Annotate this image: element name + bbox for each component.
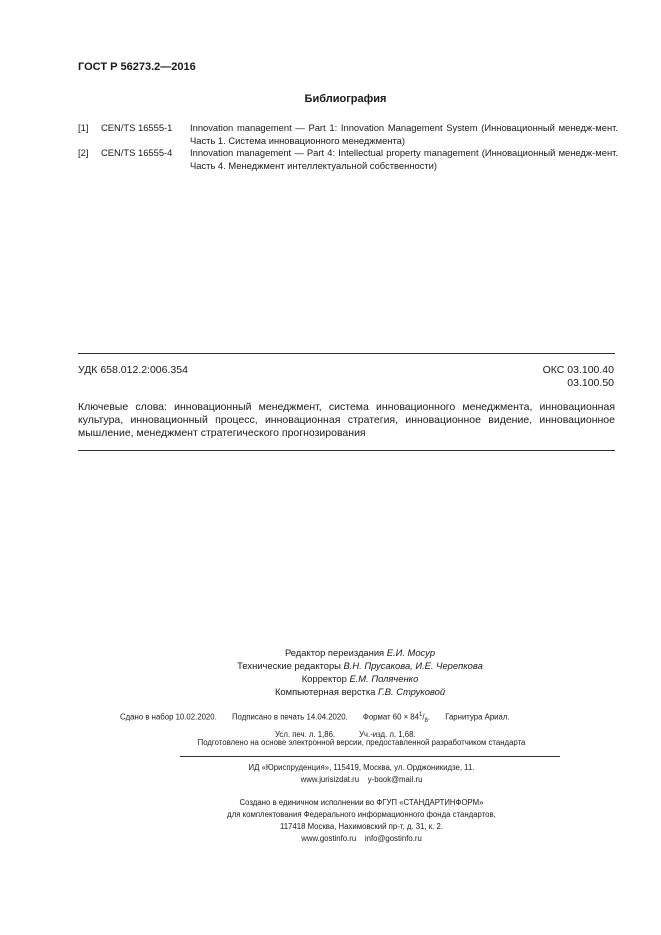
printer-line: Создано в единичном исполнении во ФГУП «СТАНДАРТИНФОРМ»	[239, 798, 484, 807]
publisher-line: www.jurisizdat.ru y-book@mail.ru	[300, 775, 423, 784]
bibliography-title: Библиография	[304, 93, 387, 105]
prepared-note: Подготовлено на основе электронной версии, предоставленной разработчиком стандарта	[197, 738, 526, 747]
print-row: Сдано в набор 10.02.2020. Подписано в печать 14.04.2020. Формат $60 \times 84^1/_8$. Гарнитура Ариал.	[120, 712, 510, 725]
keywords: Ключевые слова: инновационный менеджмент, система инновационного менеджмента, инновационная культура, инновационный процесс, инновационная стратегия, инновационное видение, инновационное мышление, менеджмент стратегического прогнозирования	[78, 401, 615, 440]
publisher-line: ИД «Юриспруденция», 115419, Москва, ул. Орджоникидзе, 11.	[248, 763, 475, 772]
staff-line: Компьютерная верстка Г.В. Струковой	[274, 686, 446, 697]
printer-line: 117418 Москва, Нахимовский пр-т, д. 31, к. 2.	[279, 822, 444, 831]
divider-top	[78, 353, 615, 354]
printer-line: для комплектования Федерального информационного фонда стандартов,	[227, 810, 496, 819]
entry-code: CEN/TS 16555-4	[101, 147, 173, 158]
oks-line: ОКС 03.100.40	[542, 364, 614, 376]
publisher-info	[78, 762, 615, 786]
entry-number: [2]	[78, 147, 89, 158]
entry-text: Innovation management — Part 1: Innovation Management System (Инновационный менедж-мент. Часть 1. Система инновационного менеджмента)	[190, 122, 618, 146]
staff-line: Редактор переиздания Е.И. Мосур	[284, 647, 436, 658]
entry-text: Innovation management — Part 4: Intellectual property management (Инновационный менедж-мент. Часть 4. Менеджмент интеллектуальной собственности)	[190, 147, 618, 171]
staff-line: Технические редакторы В.Н. Прусакова, И.Е. Черепкова	[237, 660, 483, 671]
staff-line: Корректор Е.М. Поляченко	[301, 673, 419, 684]
standard-code: ГОСТ Р 56273.2—2016	[78, 61, 196, 73]
printer-info	[78, 797, 615, 845]
bibliography-entry	[78, 146, 618, 172]
print-row: Усл. печ. л. 1,86. Уч.-изд. л. 1,68.	[275, 730, 416, 740]
entry-number: [1]	[78, 122, 89, 133]
divider-bottom	[78, 450, 615, 451]
oks-codes	[543, 364, 614, 390]
staff-credits	[100, 646, 620, 698]
bibliography-entry	[78, 121, 618, 147]
divider-small	[180, 756, 560, 757]
print-info	[120, 709, 590, 741]
entry-code: CEN/TS 16555-1	[101, 122, 173, 133]
printer-line: www.gostinfo.ru info@gostinfo.ru	[301, 834, 422, 843]
udk-code: УДК 658.012.2:006.354	[78, 364, 188, 376]
oks-line: 03.100.50	[567, 377, 614, 389]
